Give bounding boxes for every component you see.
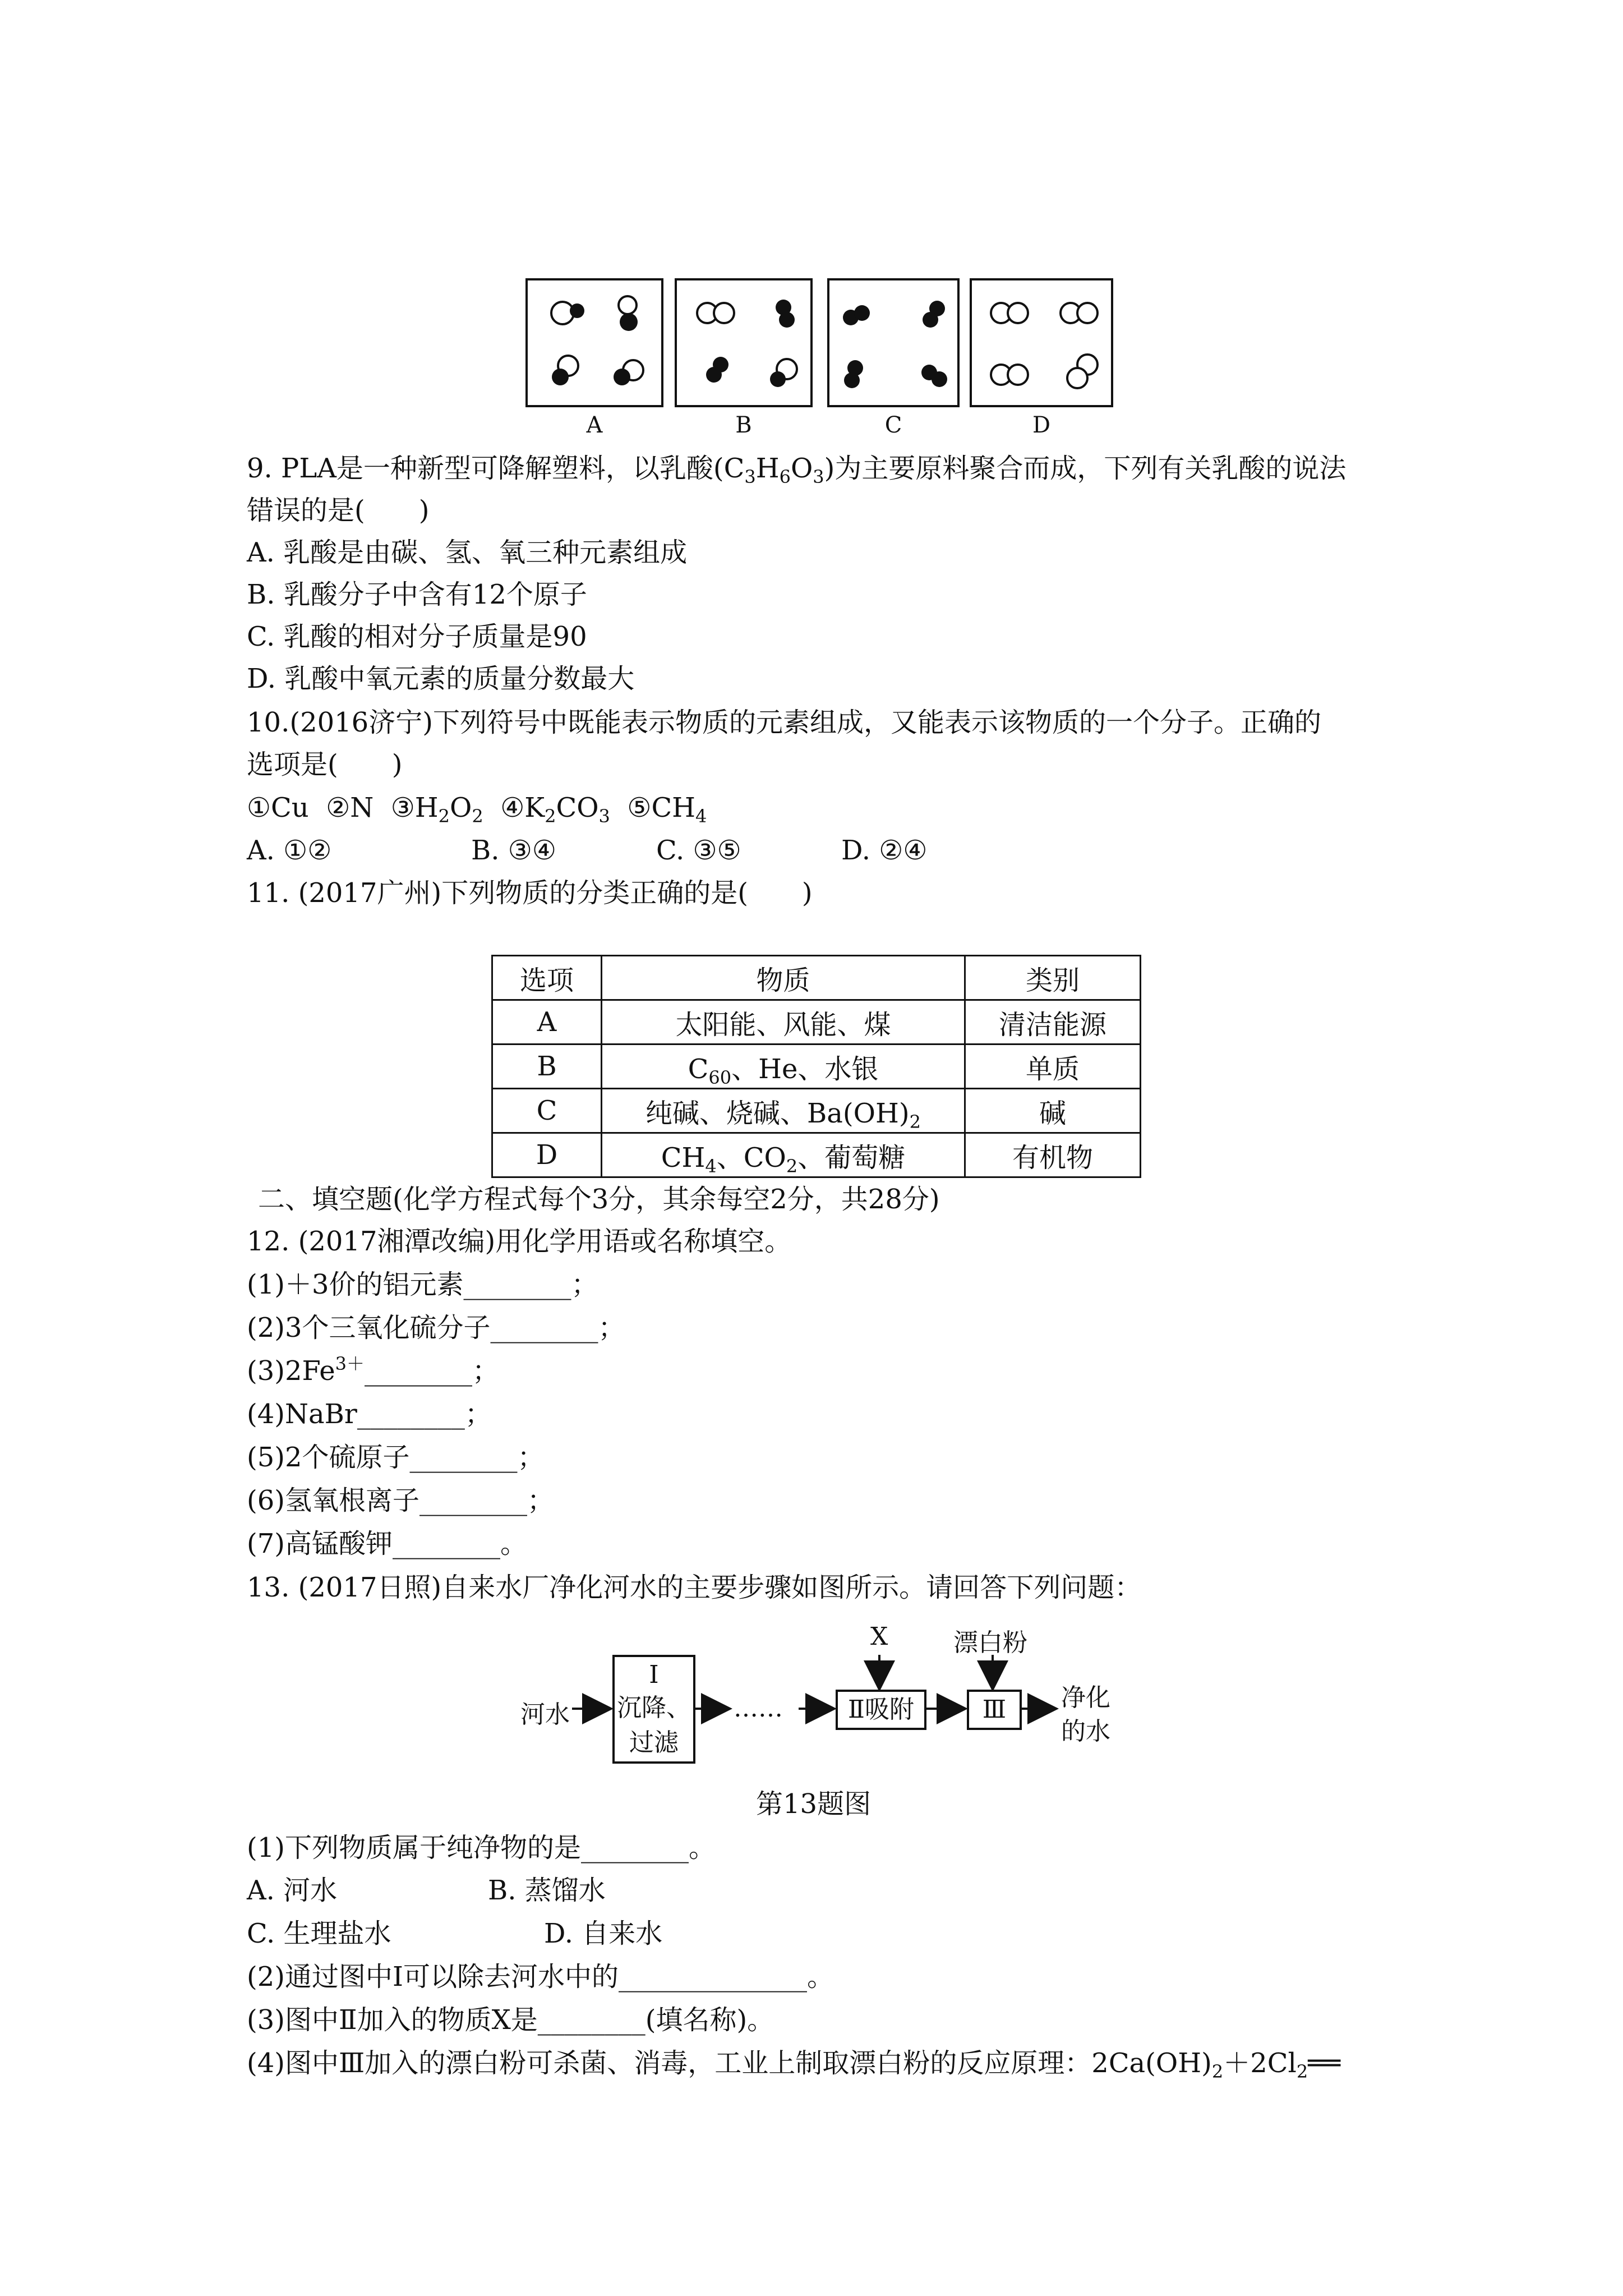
molecule-label-c: C — [884, 412, 902, 438]
table-cell: C — [492, 1089, 602, 1133]
table-cell: 有机物 — [965, 1133, 1141, 1177]
q13-option-b: B. 蒸馏水 — [488, 1875, 606, 1906]
figure-caption: 第13题图 — [756, 1788, 872, 1820]
flow-step1-title: Ⅰ — [649, 1660, 659, 1689]
q10-option-d: D. ②④ — [841, 835, 928, 866]
q9-option-b: B. 乳酸分子中含有12个原子 — [247, 579, 587, 610]
molecule-diagram-d — [972, 280, 1115, 409]
q13-sub1-options-row2 — [247, 1917, 662, 1950]
q10-stem-line1: 10.(2016济宁)下列符号中既能表示物质的元素组成，又能表示该物质的一个分子。正确的 — [247, 707, 1321, 738]
q10-options — [247, 834, 927, 867]
flow-x-label: X — [870, 1622, 888, 1651]
q10-option-b: B. ③④ — [471, 835, 556, 866]
table-cell: 纯碱、烧碱、$Ba(OH)_2$ — [602, 1089, 965, 1133]
classification-table — [491, 955, 1141, 1178]
table-row — [492, 1089, 1141, 1133]
molecule-box-b — [675, 278, 813, 407]
q12-stem: 12. (2017湘潭改编)用化学用语或名称填空。 — [247, 1226, 792, 1257]
q12-item-4: (4)NaBr________； — [247, 1398, 492, 1430]
table-cell: A — [492, 1000, 602, 1045]
table-header: 选项 — [492, 956, 602, 1000]
table-cell: $CH_4$、$CO_2$、葡萄糖 — [602, 1133, 965, 1177]
q13-option-c: C. 生理盐水 — [247, 1918, 391, 1949]
q13-option-a: A. 河水 — [247, 1875, 338, 1906]
table-header: 类别 — [965, 956, 1141, 1000]
q13-option-d: D. 自来水 — [544, 1918, 663, 1949]
flow-step1-line1: 沉降、 — [617, 1694, 691, 1722]
molecule-diagram-b — [677, 280, 815, 409]
table-cell: D — [492, 1133, 602, 1177]
q12-item-6: (6)氢氧根离子________； — [247, 1485, 554, 1516]
table-row — [492, 1133, 1141, 1177]
q12-item-5: (5)2个硫原子________； — [247, 1442, 545, 1473]
table-row — [492, 1045, 1141, 1089]
flow-dots: …… — [734, 1694, 783, 1723]
q9-option-a: A. 乳酸是由碳、氢、氧三种元素组成 — [247, 537, 688, 568]
molecule-label-d: D — [1032, 412, 1051, 438]
flow-step3-label: Ⅲ — [982, 1695, 1007, 1724]
q9-option-c: C. 乳酸的相对分子质量是90 — [247, 621, 587, 652]
molecule-label-b: B — [735, 412, 752, 438]
q13-sub4: (4)图中Ⅲ加入的漂白粉可杀菌、消毒，工业上制取漂白粉的反应原理：$2Ca(OH)_2+2Cl_2══$ — [247, 2047, 1340, 2082]
q10-option-a: A. ①② — [247, 835, 332, 866]
q13-sub1: (1)下列物质属于纯净物的是________。 — [247, 1832, 716, 1864]
flow-river-water: 河水 — [520, 1700, 570, 1729]
flow-step2-label: Ⅱ吸附 — [848, 1695, 914, 1724]
q12-item-1: (1)＋3价的铝元素________； — [247, 1269, 598, 1300]
q11-stem: 11. (2017广州)下列物质的分类正确的是( ) — [247, 877, 813, 909]
q9-stem-line2: 错误的是( ) — [247, 495, 430, 526]
table-cell: B — [492, 1045, 602, 1089]
q10-option-c: C. ③⑤ — [656, 835, 741, 866]
q12-item-3: $(3)2Fe^{3+}\_\_\_\_\_\_\_\_$； — [247, 1353, 500, 1387]
q13-sub3: (3)图中Ⅱ加入的物质X是________(填名称)。 — [247, 2004, 774, 2036]
q13-sub2: (2)通过图中Ⅰ可以除去河水中的______________。 — [247, 1961, 834, 1993]
table-header: 物质 — [602, 956, 965, 1000]
table-cell: 清洁能源 — [965, 1000, 1141, 1045]
q9-option-d: D. 乳酸中氧元素的质量分数最大 — [247, 663, 635, 694]
flow-bleach-label: 漂白粉 — [953, 1628, 1027, 1657]
molecule-box-a — [525, 278, 663, 407]
q10-symbols: ①Cu ②N $③H_2O_2$ $④K_2CO_3$ $⑤CH_4$ — [247, 792, 707, 827]
table-row — [492, 1000, 1141, 1045]
section-title: 二、填空题(化学方程式每个3分，其余每空2分，共28分) — [258, 1184, 940, 1215]
molecule-diagram-a — [528, 280, 666, 409]
table-cell: $C_{60}$、He、水银 — [602, 1045, 965, 1089]
flow-step2-box — [836, 1690, 926, 1730]
q9-stem-line1: 9. PLA是一种新型可降解塑料，以乳酸$(C_3H_6O_3)$为主要原料聚合而成，下列有关乳酸的说法 — [247, 453, 1347, 487]
flow-output-line2: 的水 — [1061, 1717, 1110, 1746]
q12-item-2: (2)3个三氧化硫分子________； — [247, 1312, 625, 1343]
flow-step1-line2: 过滤 — [629, 1728, 679, 1757]
flow-step1-box — [612, 1655, 695, 1764]
flow-step3-box — [967, 1690, 1022, 1730]
molecule-box-c — [827, 278, 960, 407]
molecule-diagram-c — [829, 280, 962, 409]
molecule-box-d — [970, 278, 1113, 407]
q13-stem: 13. (2017日照)自来水厂净化河水的主要步骤如图所示。请回答下列问题： — [247, 1572, 1142, 1603]
q12-item-7: (7)高锰酸钾________。 — [247, 1528, 527, 1559]
table-cell: 太阳能、风能、煤 — [602, 1000, 965, 1045]
table-cell: 碱 — [965, 1089, 1141, 1133]
q10-stem-line2: 选项是( ) — [247, 749, 403, 780]
table-header-row — [492, 956, 1141, 1000]
q13-sub1-options-row1 — [247, 1874, 606, 1907]
flow-output-line1: 净化 — [1061, 1683, 1110, 1712]
molecule-label-a: A — [586, 412, 603, 438]
table-cell: 单质 — [965, 1045, 1141, 1089]
